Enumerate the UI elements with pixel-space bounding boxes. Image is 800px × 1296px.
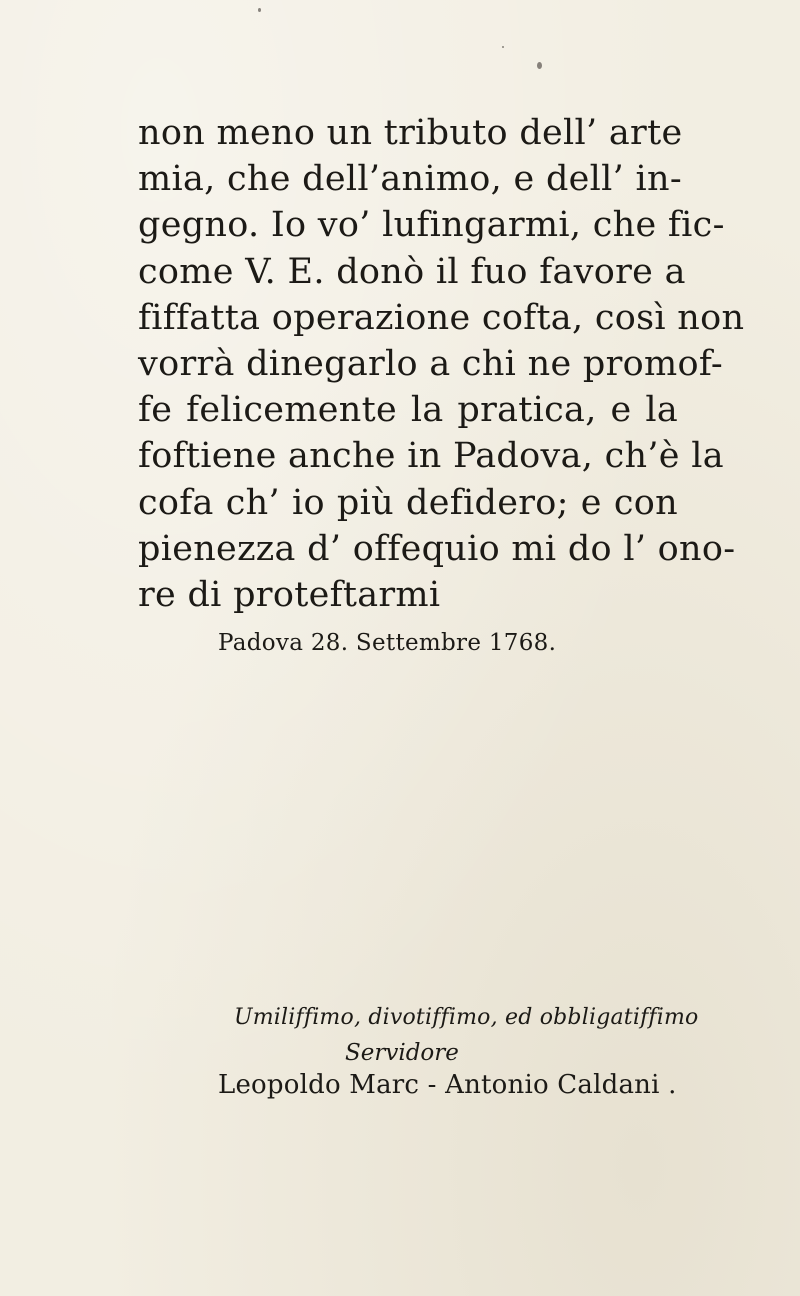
servant-label: Servidore bbox=[345, 1040, 459, 1066]
paper-speck bbox=[258, 8, 261, 12]
letter-body bbox=[138, 110, 745, 618]
text-line: mia, che dell’animo, e dell’ in- bbox=[138, 159, 682, 200]
closing-formula: Umiliffimo, divotiffimo, ed obbligatiffimo bbox=[234, 1005, 699, 1030]
text-line: re di proteftarmi bbox=[138, 574, 441, 615]
text-line: pienezza d’ offequio mi do l’ ono- bbox=[138, 528, 736, 569]
text-line: foftiene anche in Padova, ch’è la bbox=[138, 436, 724, 477]
text-line: come V. E. donò il fuo favore a bbox=[138, 251, 686, 292]
text-line: cofa ch’ io più defidero; e con bbox=[138, 482, 678, 523]
dateline: Padova 28. Settembre 1768. bbox=[218, 630, 557, 656]
text-line: gegno. Io vo’ lufingarmi, che fic- bbox=[138, 205, 725, 246]
text-line: vorrà dinegarlo a chi ne promof- bbox=[138, 343, 723, 384]
text-line: fiffatta operazione cofta, così non bbox=[138, 297, 745, 338]
text-line: non meno un tributo dell’ arte bbox=[138, 113, 683, 153]
paper-speck bbox=[537, 62, 542, 69]
text-line: fe felicemente la pratica, e la bbox=[138, 390, 678, 431]
paper-speck bbox=[502, 46, 504, 48]
signature-name: Leopoldo Marc - Antonio Caldani . bbox=[218, 1070, 677, 1100]
